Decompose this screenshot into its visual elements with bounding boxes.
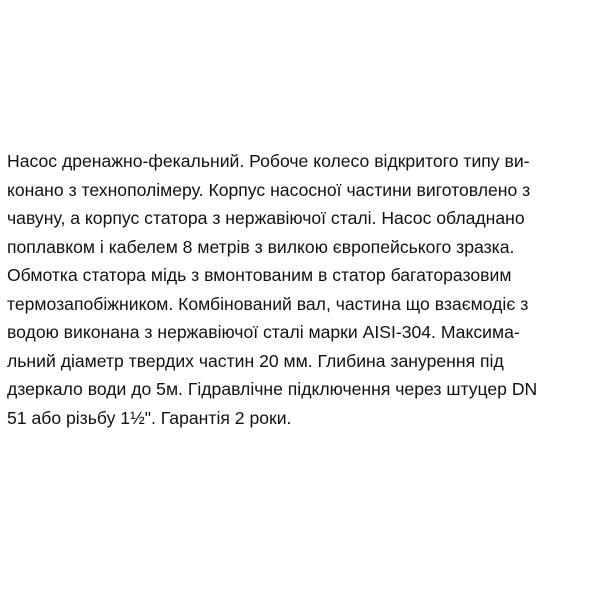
description-line: поплавком і кабелем 8 метрів з вилкою європейського зразка. — [7, 236, 515, 257]
description-line: дзеркало води до 5м. Гідравлічне підключення через штуцер DN — [7, 379, 538, 399]
description-line: чавуну, а корпус статора з нержавіючої сталі. Насос обладнано — [7, 208, 525, 228]
description-line: 51 або різьбу 1½". Гарантія 2 роки. — [7, 407, 292, 428]
description-line: конано з технополімеру. Корпус насосної частини виготовлено з — [7, 179, 531, 200]
product-description — [7, 147, 591, 432]
description-line: Насос дренажно-фекальний. Робоче колесо відкритого типу ви- — [7, 151, 530, 171]
description-line: льний діаметр твердих частин 20 мм. Глибина занурення під — [7, 350, 504, 371]
description-line: Обмотка статора мідь з вмонтованим в статор багаторазовим — [7, 265, 512, 285]
description-line: водою виконана з нержавіючої сталі марки AISI-304. Максима- — [7, 322, 520, 342]
description-line: термозапобіжником. Комбінований вал, частина що взаємодіє з — [7, 293, 529, 314]
